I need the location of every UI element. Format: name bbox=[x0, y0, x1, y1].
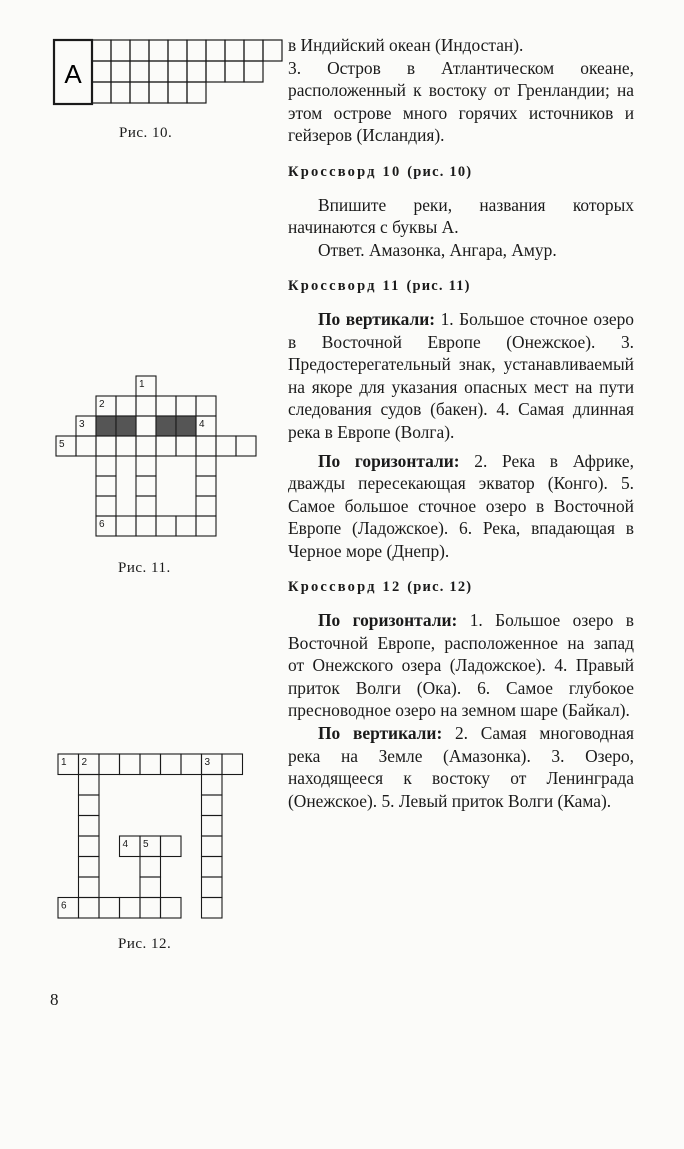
crossword-cell bbox=[130, 40, 149, 61]
crossword-cell bbox=[136, 476, 156, 496]
crossword-cell bbox=[140, 898, 161, 919]
crossword-cell-shaded bbox=[96, 416, 116, 436]
figure-10-caption: Рис. 10. bbox=[119, 125, 173, 141]
crossword-cell bbox=[92, 61, 111, 82]
crossword-cell bbox=[99, 898, 120, 919]
crossword-cell bbox=[206, 40, 225, 61]
crossword-cell bbox=[187, 82, 206, 103]
crossword-cell bbox=[161, 754, 182, 775]
crossword-cell bbox=[187, 40, 206, 61]
crossword-cell bbox=[206, 61, 225, 82]
crossword-cell bbox=[79, 836, 100, 857]
crossword-cell bbox=[92, 40, 111, 61]
crossword-cell bbox=[79, 877, 100, 898]
crossword-cell bbox=[181, 754, 202, 775]
crossword-cell bbox=[187, 61, 206, 82]
crossword-cell bbox=[244, 61, 263, 82]
cell-number-2: 2 bbox=[99, 399, 105, 410]
crossword-cell bbox=[130, 61, 149, 82]
crossword-cell bbox=[149, 40, 168, 61]
crossword-10-answer: Ответ. Амазонка, Ангара, Амур. bbox=[318, 239, 557, 260]
crossword-cell bbox=[116, 516, 136, 536]
crossword-cell bbox=[136, 396, 156, 416]
cell-number-4: 4 bbox=[122, 839, 129, 850]
crossword-cell bbox=[168, 40, 187, 61]
crossword-cell bbox=[111, 61, 130, 82]
crossword-cell bbox=[168, 61, 187, 82]
crossword-cell bbox=[156, 396, 176, 416]
crossword-cell bbox=[156, 436, 176, 456]
crossword-10-grid bbox=[52, 38, 252, 108]
crossword-12-svg bbox=[56, 752, 246, 922]
crossword-cell bbox=[161, 898, 182, 919]
crossword-cell bbox=[196, 496, 216, 516]
crossword-12-horizontal: По горизонтали: 1. Большое озеро в Восточной Европе, расположенное на запад от Онежского озера (Ладожское). 4. Правый приток Волги (Ока). 6. Самое глубокое пресноводное озеро на земном шаре (Байкал). bbox=[288, 610, 634, 721]
crossword-cell bbox=[96, 476, 116, 496]
crossword-11-grid bbox=[52, 374, 252, 544]
cell-number-6: 6 bbox=[99, 519, 105, 530]
crossword-cell bbox=[202, 795, 223, 816]
crossword-10-svg bbox=[52, 38, 252, 108]
crossword-cell bbox=[202, 836, 223, 857]
cell-number-6: 6 bbox=[61, 900, 67, 912]
crossword-cell bbox=[96, 456, 116, 476]
crossword-cell bbox=[176, 436, 196, 456]
crossword-cell bbox=[225, 61, 244, 82]
crossword-cell bbox=[136, 416, 156, 436]
crossword-cell bbox=[196, 476, 216, 496]
crossword-cell-shaded bbox=[156, 416, 176, 436]
crossword-cell bbox=[149, 82, 168, 103]
crossword-cell bbox=[120, 898, 141, 919]
crossword-10-heading: Кроссворд 10 (рис. 10) bbox=[288, 163, 473, 180]
cell-number-1: 1 bbox=[61, 757, 67, 768]
crossword-cell bbox=[130, 82, 149, 103]
crossword-12-vertical: По вертикали: 2. Самая многоводная река на Земле (Амазонка). 3. Озеро, находящееся к востоку от Ленинграда (Онежское). 5. Левый приток Волги (Кама). bbox=[288, 723, 634, 811]
crossword-cell bbox=[99, 754, 120, 775]
crossword-cell bbox=[202, 857, 223, 878]
crossword-cell bbox=[176, 396, 196, 416]
crossword-10-letter: А bbox=[64, 59, 82, 89]
crossword-11-vertical: По вертикали: 1. Большое сточное озеро в Восточной Европе (Онежское). 3. Предостерегательный знак, устанавливаемый на якоре для указания опасных мест на пути следования судов (бакен). 4. Самая длинная река в Европе (Волга). bbox=[288, 308, 634, 442]
crossword-cell bbox=[202, 898, 223, 919]
crossword-cell bbox=[79, 816, 100, 837]
page-number: 8 bbox=[50, 990, 59, 1009]
cell-number-1: 1 bbox=[139, 379, 145, 390]
crossword-cell bbox=[216, 436, 236, 456]
crossword-cell bbox=[202, 816, 223, 837]
crossword-11-heading: Кроссворд 11 (рис. 11) bbox=[288, 278, 471, 295]
text-column bbox=[288, 34, 634, 812]
crossword-cell bbox=[76, 436, 96, 456]
crossword-cell bbox=[79, 775, 100, 796]
crossword-cell-shaded bbox=[116, 416, 136, 436]
crossword-cell bbox=[156, 516, 176, 536]
crossword-cell bbox=[79, 795, 100, 816]
crossword-cell bbox=[161, 836, 182, 857]
crossword-12-heading: Кроссворд 12 (рис. 12) bbox=[288, 579, 473, 596]
figure-12-caption: Рис. 12. bbox=[118, 936, 172, 952]
cell-number-4: 4 bbox=[199, 419, 205, 430]
crossword-cell bbox=[116, 436, 136, 456]
crossword-cell bbox=[92, 82, 111, 103]
crossword-cell bbox=[202, 775, 223, 796]
crossword-cell bbox=[79, 857, 100, 878]
cell-number-3: 3 bbox=[79, 419, 85, 430]
crossword-cell bbox=[196, 436, 216, 456]
crossword-cell bbox=[222, 754, 243, 775]
crossword-cell bbox=[140, 857, 161, 878]
cell-number-5: 5 bbox=[59, 439, 65, 450]
crossword-cell bbox=[79, 898, 100, 919]
figure-11-caption: Рис. 11. bbox=[118, 560, 171, 576]
crossword-cell bbox=[244, 40, 263, 61]
crossword-cell bbox=[96, 436, 116, 456]
crossword-cell-shaded bbox=[176, 416, 196, 436]
crossword-cell bbox=[149, 61, 168, 82]
crossword-cell bbox=[202, 877, 223, 898]
crossword-cell bbox=[196, 396, 216, 416]
crossword-cell bbox=[140, 877, 161, 898]
paragraph-iceland: 3. Остров в Атлантическом океане, расположенный к востоку от Гренландии; на этом острове много горячих источников и гейзеров (Исландия). bbox=[288, 57, 634, 146]
paragraph-continued: в Индийский океан (Индостан). bbox=[288, 35, 524, 55]
crossword-cell bbox=[111, 82, 130, 103]
crossword-cell bbox=[168, 82, 187, 103]
crossword-cell bbox=[120, 754, 141, 775]
crossword-cell bbox=[136, 436, 156, 456]
crossword-cell bbox=[236, 436, 256, 456]
crossword-cell bbox=[196, 456, 216, 476]
crossword-12-grid bbox=[56, 752, 246, 922]
crossword-cell bbox=[140, 754, 161, 775]
cell-number-2: 2 bbox=[81, 757, 88, 768]
crossword-cell bbox=[263, 40, 282, 61]
crossword-cell bbox=[116, 396, 136, 416]
crossword-cell bbox=[196, 516, 216, 536]
crossword-11-horizontal: По горизонтали: 2. Река в Африке, дважды пересекающая экватор (Конго). 5. Самое большое сточное озеро в Восточной Европе (Ладожское). 6. Река, впадающая в Черное море (Днепр). bbox=[288, 450, 634, 561]
crossword-11-svg bbox=[52, 374, 252, 544]
crossword-cell bbox=[136, 456, 156, 476]
crossword-10-task: Впишите реки, названия которых начинаются с буквы А. bbox=[288, 194, 634, 238]
crossword-cell bbox=[111, 40, 130, 61]
crossword-cell bbox=[96, 496, 116, 516]
cell-number-3: 3 bbox=[204, 757, 211, 768]
cell-number-5: 5 bbox=[143, 839, 149, 850]
crossword-cell bbox=[225, 40, 244, 61]
crossword-cell bbox=[176, 516, 196, 536]
crossword-cell bbox=[136, 496, 156, 516]
crossword-cell bbox=[136, 516, 156, 536]
